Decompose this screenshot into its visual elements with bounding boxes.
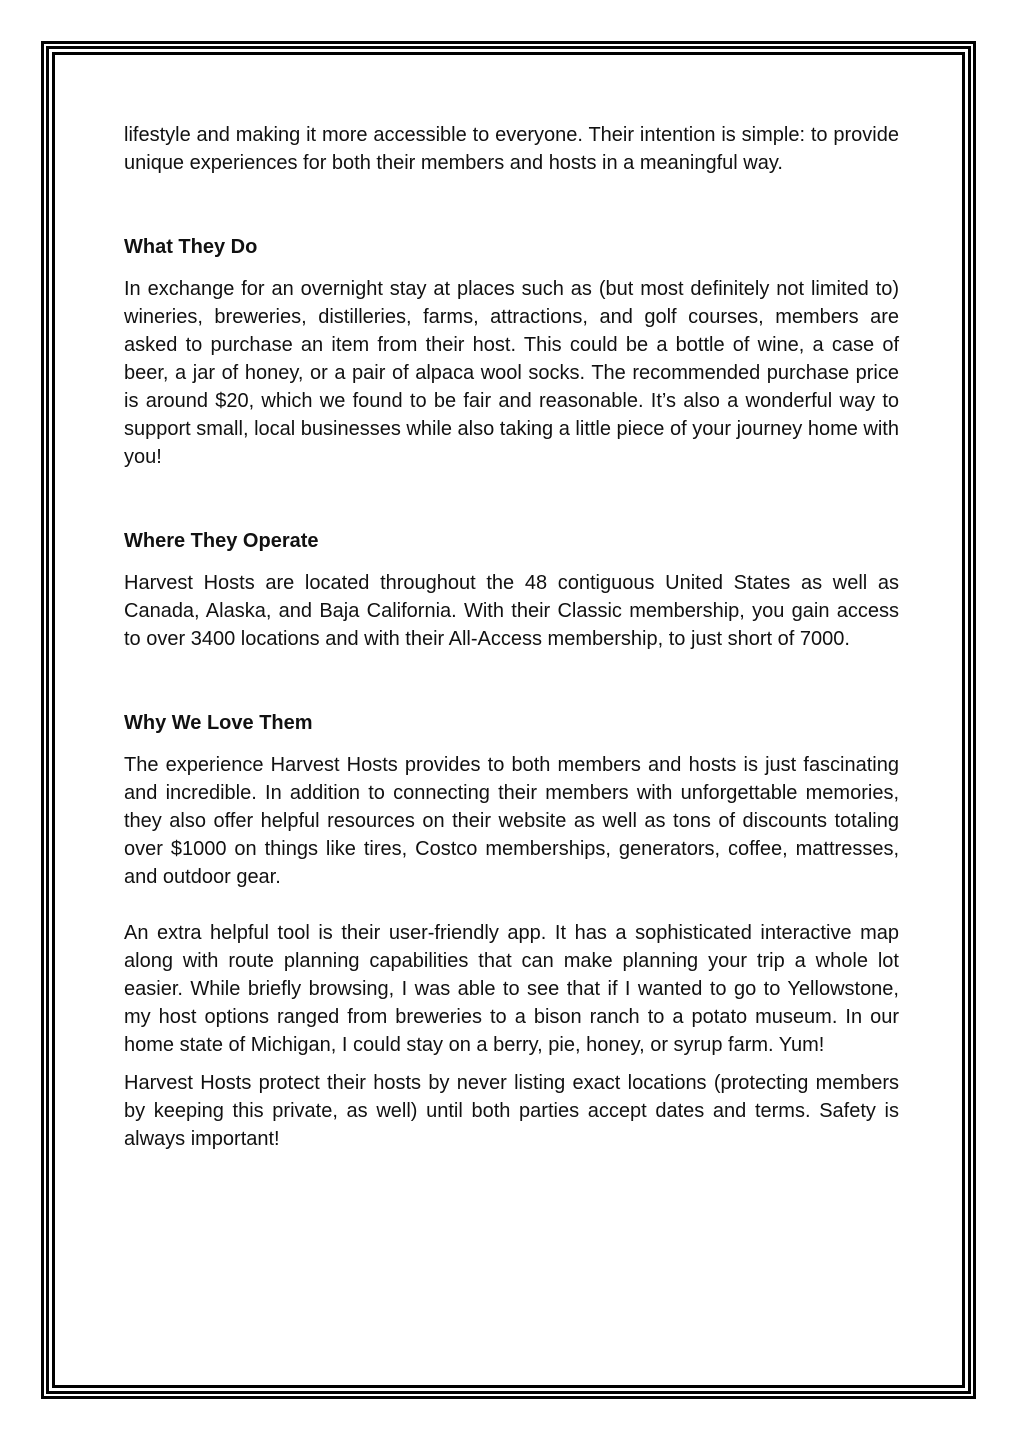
section-heading-what-they-do: What They Do: [124, 236, 258, 258]
where-they-operate-paragraph: Harvest Hosts are located throughout the 48 contiguous United States as well as Canada, Alaska, and Baja California. With their Classic membership, you gain access to over 3400 locations and with their All-Access membership, to just short of 7000.: [124, 572, 899, 650]
why-we-love-them-paragraph-2: An extra helpful tool is their user-friendly app. It has a sophisticated interactive map along with route planning capabilities that can make planning your trip a whole lot easier. While briefly browsing, I was able to see that if I wanted to go to Yellowstone, my host options ranged from breweries to a bison ranch to a potato museum. In our home state of Michigan, I could stay on a berry, pie, honey, or syrup farm. Yum!: [124, 922, 899, 1056]
section-heading-where-they-operate: Where They Operate: [124, 530, 319, 552]
why-we-love-them-paragraph-3: Harvest Hosts protect their hosts by never listing exact locations (protecting members by keeping this private, as well) until both parties accept dates and terms. Safety is always important!: [124, 1072, 899, 1150]
what-they-do-paragraph: In exchange for an overnight stay at places such as (but most definitely not limited to) wineries, breweries, distilleries, farms, attractions, and golf courses, members are asked to purchase an item from their host. This could be a bottle of wine, a case of beer, a jar of honey, or a pair of alpaca wool socks. The recommended purchase price is around $20, which we found to be fair and reasonable. It’s also a wonderful way to support small, local businesses while also taking a little piece of your journey home with you!: [124, 278, 899, 468]
document-body: [124, 121, 899, 1153]
intro-paragraph: lifestyle and making it more accessible to everyone. Their intention is simple: to provide unique experiences for both their members and hosts in a meaningful way.: [124, 124, 899, 174]
section-heading-why-we-love-them: Why We Love Them: [124, 712, 313, 734]
why-we-love-them-paragraph-1: The experience Harvest Hosts provides to both members and hosts is just fascinating and incredible. In addition to connecting their members with unforgettable memories, they also offer helpful resources on their website as well as tons of discounts totaling over $1000 on things like tires, Costco memberships, generators, coffee, mattresses, and outdoor gear.: [124, 754, 899, 888]
